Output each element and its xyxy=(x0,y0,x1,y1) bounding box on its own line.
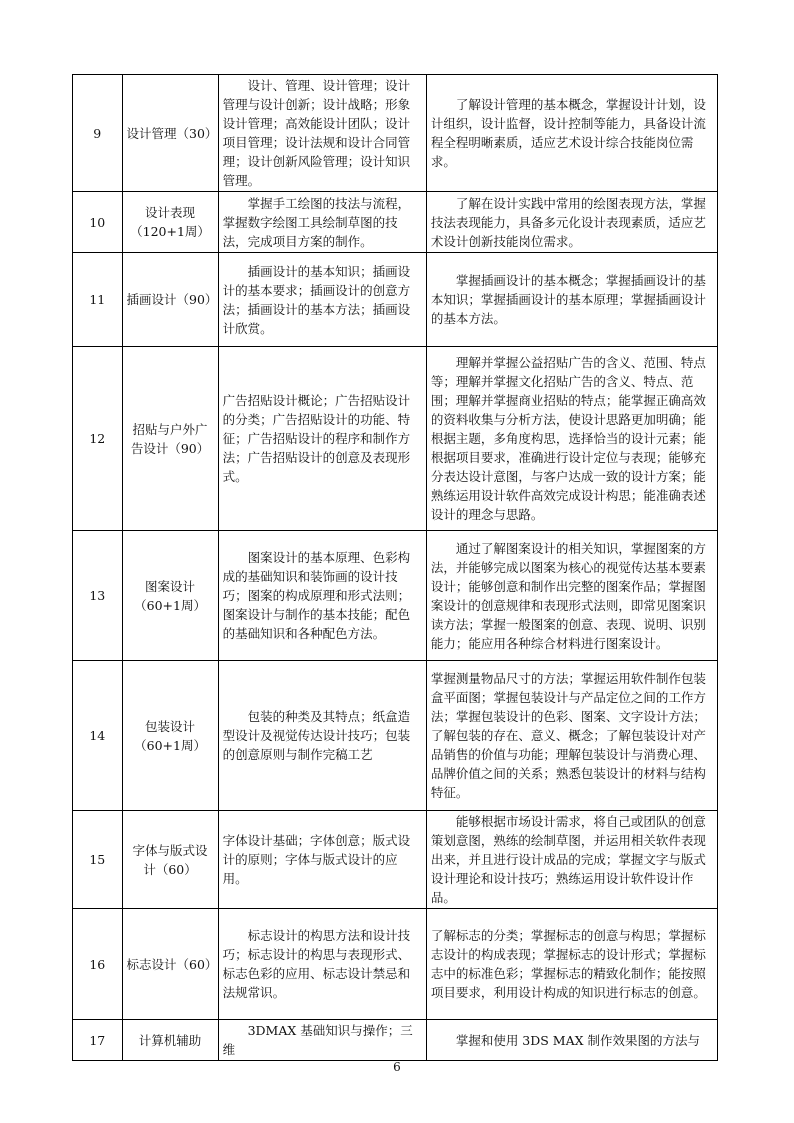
course-goal: 了解在设计实践中常用的绘图表现方法，掌握技法表现能力，具备多元化设计表现素质，适应艺术设计创新技能岗位需求。 xyxy=(426,192,717,253)
course-content: 字体设计基础；字体创意；版式设计的原则；字体与版式设计的应用。 xyxy=(218,811,426,909)
course-number: 9 xyxy=(73,75,123,192)
course-content: 插画设计的基本知识；插画设计的基本要求；插画设计的创意方法；插画设计的基本方法；插画设计欣赏。 xyxy=(218,253,426,347)
table-row xyxy=(73,811,718,909)
course-content: 3DMAX 基础知识与操作；三维 xyxy=(218,1020,426,1061)
course-content: 设计、管理、设计管理；设计管理与设计创新；设计战略；形象设计管理；高效能设计团队；设计项目管理；设计法规和设计合同管理；设计创新风险管理；设计知识管理。 xyxy=(218,75,426,192)
course-number: 12 xyxy=(73,347,123,531)
course-number: 15 xyxy=(73,811,123,909)
table-row xyxy=(73,661,718,811)
course-number: 10 xyxy=(73,192,123,253)
course-content: 掌握手工绘图的技法与流程，掌握数字绘图工具绘制草图的技法，完成项目方案的制作。 xyxy=(218,192,426,253)
course-name: 插画设计（90） xyxy=(122,253,218,347)
course-number: 11 xyxy=(73,253,123,347)
course-number: 16 xyxy=(73,909,123,1020)
course-name: 计算机辅助 xyxy=(122,1020,218,1061)
course-goal: 能够根据市场设计需求，将自己或团队的创意策划意图，熟练的绘制草图，并运用相关软件表现出来，并且进行设计成品的完成；掌握文字与版式设计理论和设计技巧；熟练运用设计软件设计作品。 xyxy=(426,811,717,909)
course-goal: 掌握和使用 3DS MAX 制作效果图的方法与 xyxy=(426,1020,717,1061)
table-row xyxy=(73,909,718,1020)
course-number: 17 xyxy=(73,1020,123,1061)
course-name: 字体与版式设计（60） xyxy=(122,811,218,909)
table-row xyxy=(73,1020,718,1061)
course-content: 标志设计的构思方法和设计技巧；标志设计的构思与表现形式、标志色彩的应用、标志设计禁忌和法规常识。 xyxy=(218,909,426,1020)
course-goal: 了解设计管理的基本概念，掌握设计计划，设计组织，设计监督，设计控制等能力，具备设计流程全程明晰素质，适应艺术设计综合技能岗位需求。 xyxy=(426,75,717,192)
curriculum-table xyxy=(72,74,718,1061)
course-name: 标志设计（60） xyxy=(122,909,218,1020)
course-name: 包装设计（60+1周） xyxy=(122,661,218,811)
course-content: 图案设计的基本原理、色彩构成的基础知识和装饰画的设计技巧；图案的构成原理和形式法则；图案设计与制作的基本技能；配色的基础知识和各种配色方法。 xyxy=(218,531,426,661)
course-name: 招贴与户外广告设计（90） xyxy=(122,347,218,531)
table-row xyxy=(73,531,718,661)
table-row xyxy=(73,192,718,253)
table-row xyxy=(73,75,718,192)
course-goal: 掌握测量物品尺寸的方法；掌握运用软件制作包装盒平面图；掌握包装设计与产品定位之间的工作方法；掌握包装设计的色彩、图案、文字设计方法；了解包装的存在、意义、概念；了解包装设计对产品销售的价值与功能；理解包装设计与消费心理、品牌价值之间的关系；熟悉包装设计的材料与结构特征。 xyxy=(426,661,717,811)
table-row xyxy=(73,347,718,531)
course-number: 13 xyxy=(73,531,123,661)
course-name: 图案设计（60+1周） xyxy=(122,531,218,661)
course-goal: 了解标志的分类；掌握标志的创意与构思；掌握标志设计的构成表现；掌握标志的设计形式；掌握标志中的标准色彩；掌握标志的精致化制作；能按照项目要求，利用设计构成的知识进行标志的创意。 xyxy=(426,909,717,1020)
table-row xyxy=(73,253,718,347)
course-name: 设计表现（120+1周） xyxy=(122,192,218,253)
course-name: 设计管理（30） xyxy=(122,75,218,192)
course-goal: 掌握插画设计的基本概念；掌握插画设计的基本知识；掌握插画设计的基本原理；掌握插画设计的基本方法。 xyxy=(426,253,717,347)
course-goal: 通过了解图案设计的相关知识，掌握图案的方法，并能够完成以图案为核心的视觉传达基本要素设计；能够创意和制作出完整的图案作品；掌握图案设计的创意规律和表现形式法则，即常见图案识读方法；掌握一般图案的创意、表现、说明、识别能力；能应用各种综合材料进行图案设计。 xyxy=(426,531,717,661)
page-number: 6 xyxy=(393,1060,401,1074)
course-goal: 理解并掌握公益招贴广告的含义、范围、特点等；理解并掌握文化招贴广告的含义、特点、范围；理解并掌握商业招贴的特点；能掌握正确高效的资料收集与分析方法，使设计思路更加明确；能根据主题，多角度构思，选择恰当的设计元素；能根据项目要求，准确进行设计定位与表现；能够充分表达设计意图，与客户达成一致的设计方案；能熟练运用设计软件高效完成设计构思；能准确表述设计的理念与思路。 xyxy=(426,347,717,531)
course-number: 14 xyxy=(73,661,123,811)
course-content: 包装的种类及其特点；纸盒造型设计及视觉传达设计技巧；包装的创意原则与制作完稿工艺 xyxy=(218,661,426,811)
course-content: 广告招贴设计概论；广告招贴设计的分类；广告招贴设计的功能、特征；广告招贴设计的程序和制作方法；广告招贴设计的创意及表现形式。 xyxy=(218,347,426,531)
